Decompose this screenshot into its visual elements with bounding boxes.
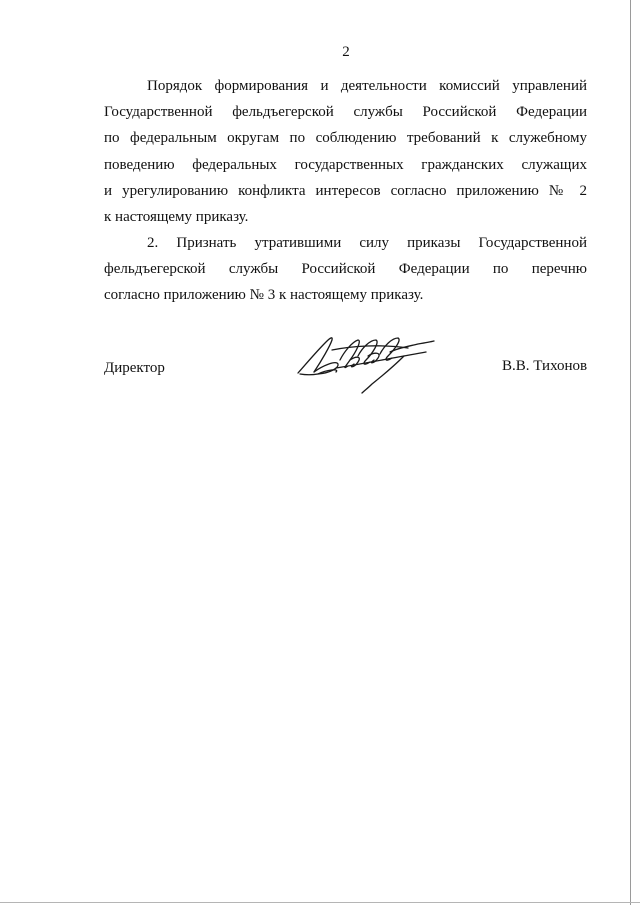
paragraph-line: по федеральным округам по соблюдению требований к служебному <box>104 130 587 147</box>
paragraph-line: Порядок формирования и деятельности комиссий управлений <box>147 78 587 94</box>
handwritten-signature <box>292 330 440 396</box>
paragraph-line: фельдъегерской службы Российской Федерации по перечню <box>104 261 587 278</box>
paragraph-line: к настоящему приказу. <box>104 208 249 225</box>
scan-edge-right <box>630 0 631 905</box>
page-number: 2 <box>342 44 350 60</box>
signatory-name: В.В. Тихонов <box>502 358 588 374</box>
scan-edge-bottom <box>0 902 640 903</box>
paragraph-line: согласно приложению № 3 к настоящему приказу. <box>104 287 424 304</box>
paragraph-line: Государственной фельдъегерской службы Российской Федерации <box>104 104 587 121</box>
paragraph-procedure <box>104 73 587 230</box>
paragraph-item-2 <box>104 230 587 309</box>
paragraph-line: 2. Признать утратившими силу приказы Государственной <box>147 235 587 251</box>
position-title: Директор <box>104 360 165 376</box>
paragraph-line: и урегулированию конфликта интересов согласно приложению № 2 <box>104 182 587 199</box>
paragraph-line: поведению федеральных государственных гражданских служащих <box>104 156 587 173</box>
